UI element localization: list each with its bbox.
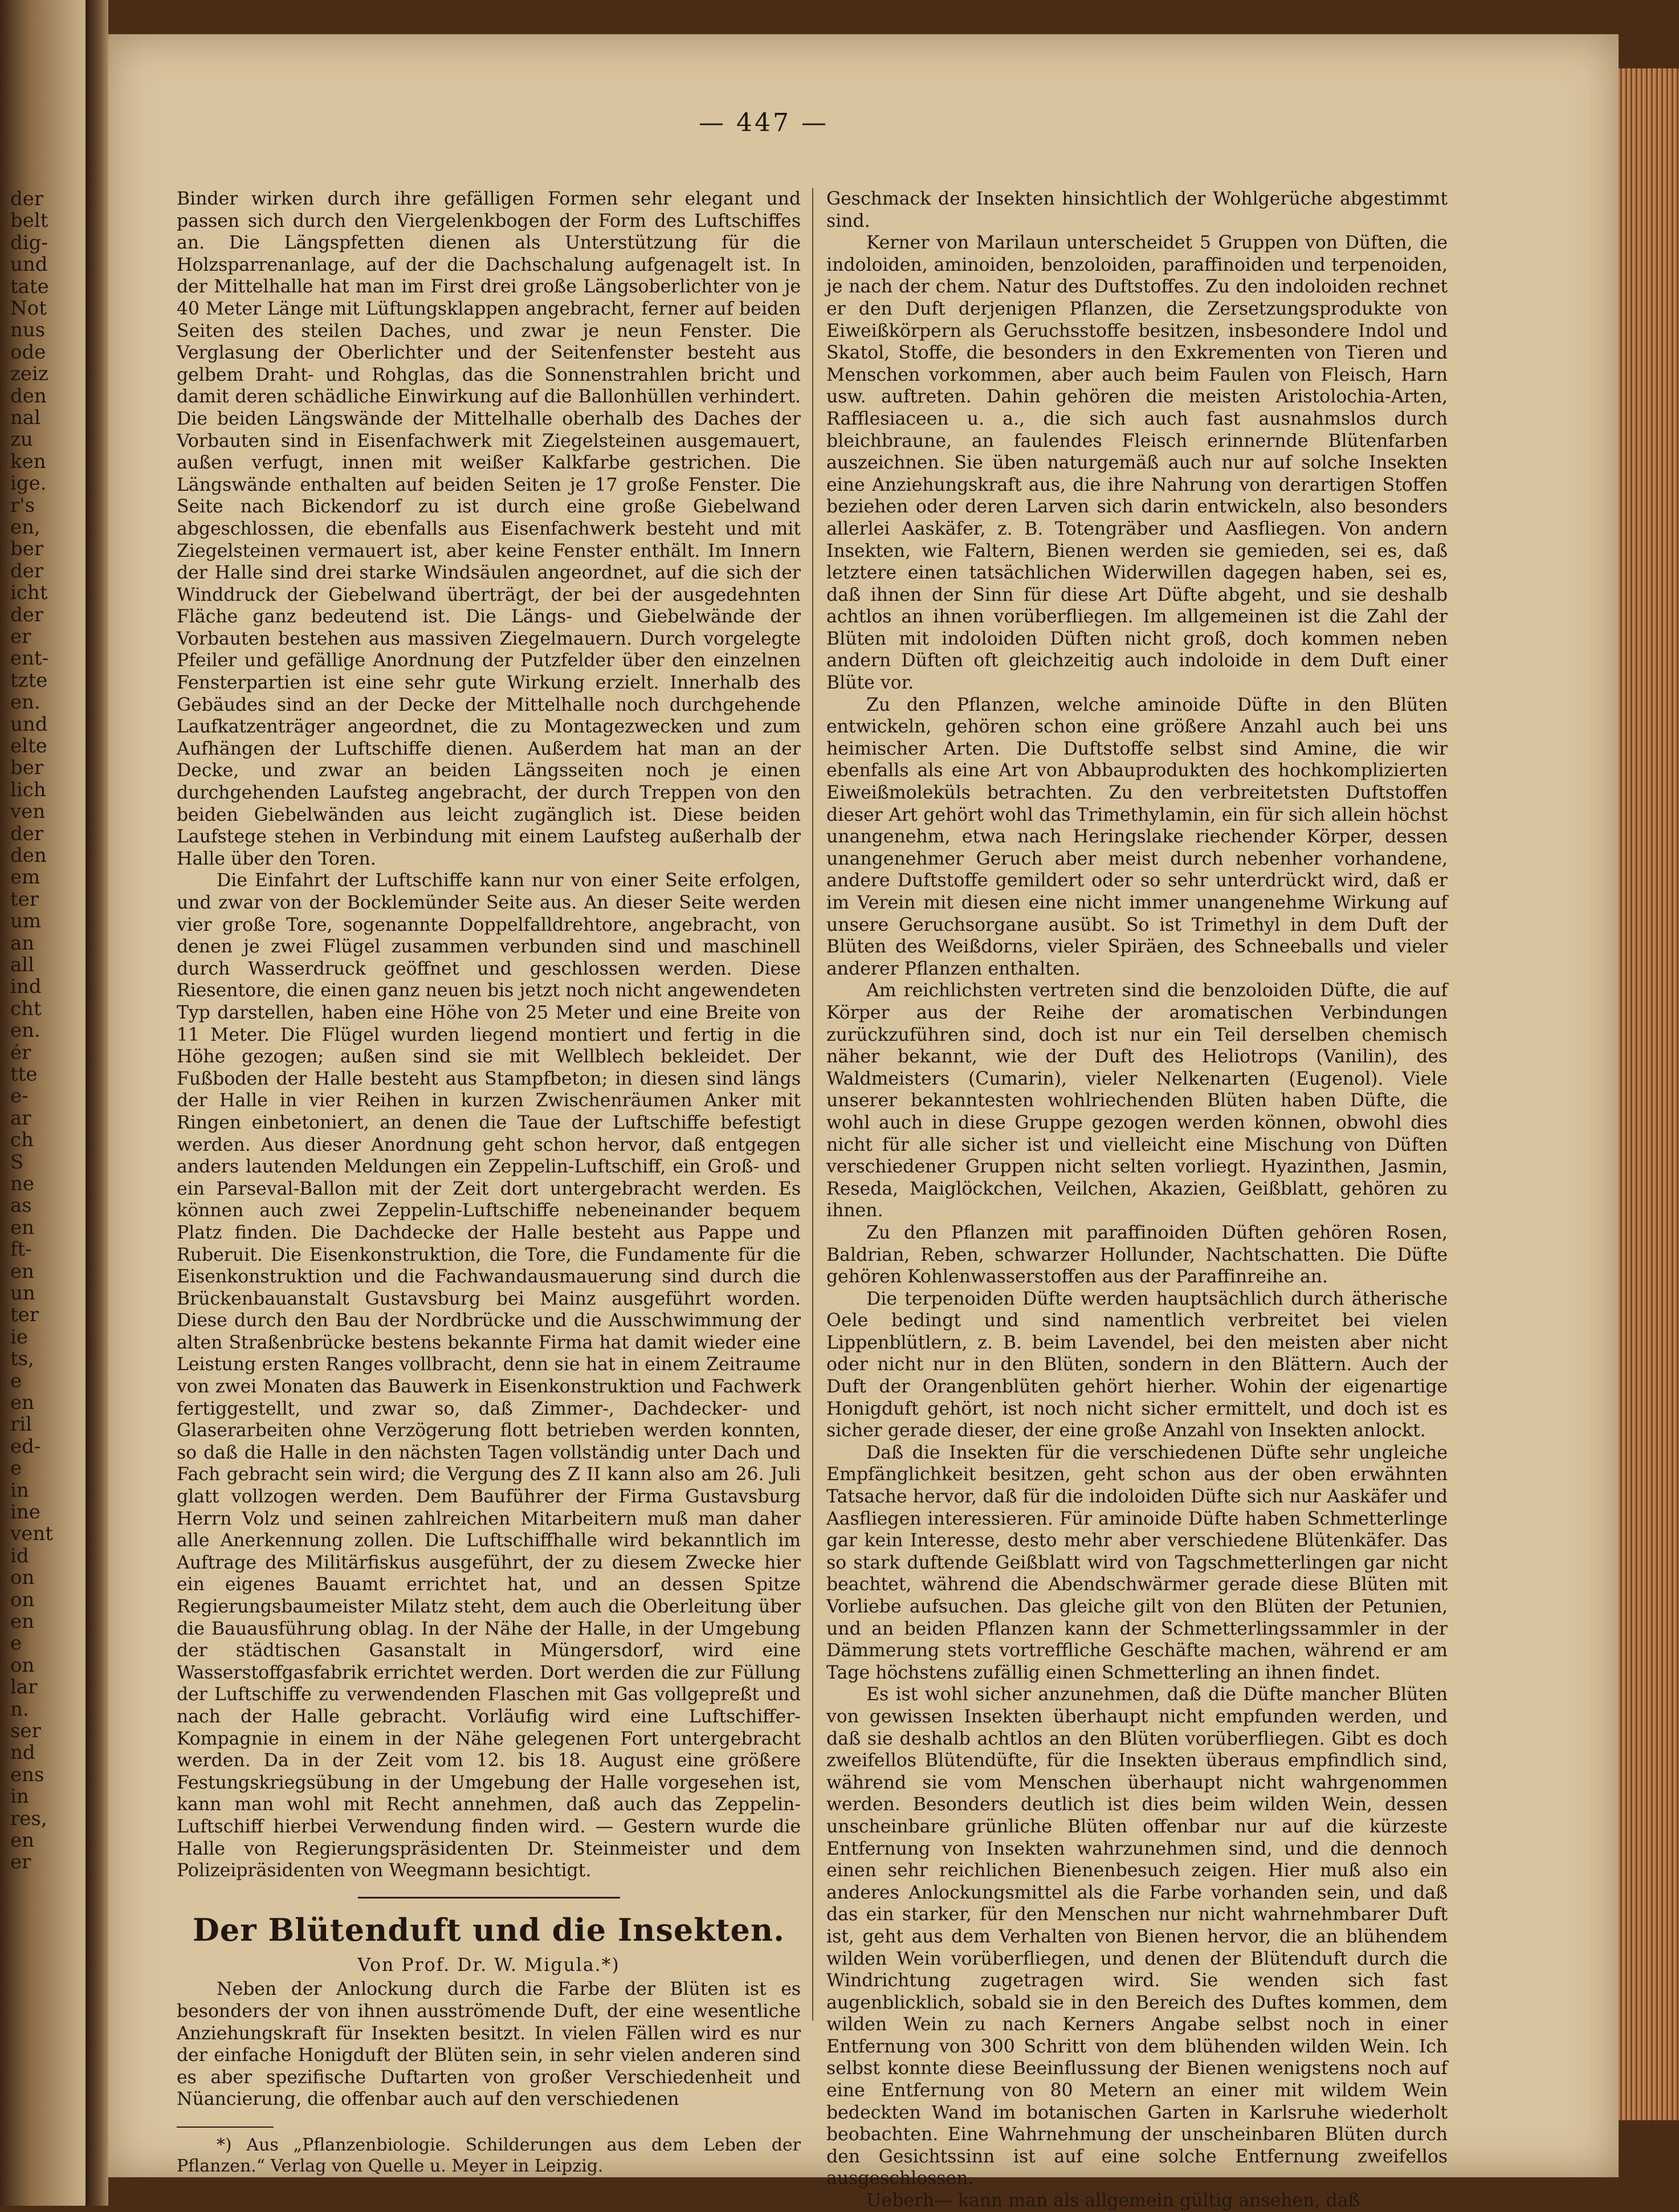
left-page-fragment: lar [10,1676,38,1699]
paragraph: Ueberh— kann man als allgemein gültig ansehen, daß [866,2190,1360,2211]
left-page-fragment: e [10,1457,22,1480]
left-page-fragment: e [10,1632,22,1655]
left-page-fragment: und [10,712,48,736]
left-column [177,188,801,2177]
article-title: Der Blütenduft und die Insekten. [193,1911,785,1948]
left-page-fragment: en [10,1610,35,1633]
left-page-fragment: vent [10,1522,53,1546]
left-page-fragment: den [10,844,47,867]
left-page-fragment: der [10,822,44,845]
left-page-fragment: zu [10,428,33,451]
left-page-fragment: ie [10,1325,28,1349]
left-page-fragment: ter [10,887,39,911]
left-page-fragment: und [10,253,48,276]
left-page-fragment: ts, [10,1347,34,1371]
paragraph: Geschmack der Insekten hinsichtlich der Wohlgerüche abgestimmt sind. [826,189,1448,231]
left-page-fragment: en, [10,516,40,539]
left-page-fragment: ber [10,537,44,561]
left-page-fragment: tte [10,1063,38,1086]
left-page-fragment: ser [10,1720,41,1742]
left-page-fragment: on [10,1566,35,1590]
left-page-fragment: nal [10,406,41,429]
left-page-fragment: en [10,1829,35,1852]
paragraph: Kerner von Marilaun unterscheidet 5 Gruppen von Düften, die indoloiden, aminoiden, benzoloiden, paraffinoiden und terpenoiden, je nach der chem. Natur des Duftstoffes. Zu den indoloiden rechnet er den Duft derjenigen Pflanzen, die Zersetzungsprodukte von Eiweißkörpern als Geruchsstoffe besitzen, insbesondere Indol und Skatol, Stoffe, die besonders in den Exkrementen von Tieren und Menschen vorkommen, aber auch beim Faulen von Fleisch, Harn usw. auftreten. Dahin gehören die meisten Aristolochia-Arten, Rafflesiaceen u. a., die sich auch fast ausnahmslos durch bleichbraune, an faulendes Fleisch erinnernde Blütenfarben auszeichnen. Sie üben naturgemäß auch nur auf solche Insekten eine Anziehungskraft aus, die ihre Nahrung von derartigen Stoffen beziehen oder deren Larven sich darin entwickeln, also besonders allerlei Aaskäfer, z. B. Totengräber und Aasfliegen. Von andern Insekten, wie Faltern, Bienen werden sie gemieden, sei es, daß letztere einen tatsächlichen Widerwillen dagegen haben, sei es, daß ihnen der Sinn für diese Art Düfte abgeht, und sie deshalb achtlos an ihnen vorüberfliegen. Im allgemeinen ist die Zahl der Blüten mit indoloiden Düften nicht groß, doch kommen neben andern Düften oft gleichzeitig auch indoloide in dem Duft einer Blüte vor. [826,233,1448,694]
left-page-fragment: ven [10,800,46,824]
left-page-fragment: ar [10,1106,31,1130]
left-page-fragment: en. [10,1019,40,1042]
paragraph: Binder wirken durch ihre gefälligen Formen sehr elegant und passen sich durch den Viergelenkbogen der Form des Luftschiffes an. Die Längspfetten dienen als Unterstützung für die Holzsparrenanlage, auf der die Dachschalung aufgenagelt ist. In der Mittelhalle hat man im First drei große Längsoberlichter von je 40 Meter Länge mit Lüftungsklappen angebracht, ferner auf beiden Seiten des steilen Daches, und zwar je neun Fenster. Die Verglasung der Oberlichter und der Seitenfenster besteht aus gelbem Draht- und Rohglas, das die Sonnenstrahlen bricht und damit deren schädliche Einwirkung auf die Ballonhüllen verhindert. Die beiden Längswände der Mittelhalle oberhalb des Daches der Vorbauten sind in Eisenfachwerk mit Ziegelsteinen ausgemauert, außen verfugt, innen mit weißer Kalkfarbe gestrichen. Die Längswände enthalten auf beiden Seiten je 17 große Fenster. Die Seite nach Bickendorf zu ist durch eine große Giebelwand abgeschlossen, die ebenfalls aus Eisenfachwerk besteht und mit Ziegelsteinen vermauert ist, aber keine Fenster enthält. Im Innern der Halle sind drei starke Windsäulen angeordnet, auf die sich der Winddruck der Giebelwand überträgt, der bei der ausgedehnten Fläche ganz bedeutend ist. Die Längs- und Giebelwände der Vorbauten bestehen aus massiven Ziegelmauern. Durch vorgelegte Pfeiler und gefällige Anordnung der Putzfelder über den einzelnen Fensterpartien ist eine sehr gute Wirkung erzielt. Innerhalb des Gebäudes sind an der Decke der Mittelhalle noch durchgehende Laufkatzenträger angeordnet, die zu Montagezwecken und zum Aufhängen der Luftschiffe dienen. Außerdem hat man an der Decke, und zwar an beiden Längsseiten noch je einen durchgehenden Laufsteg angebracht, der durch Treppen von den beiden Giebelwänden aus leicht zugänglich ist. Diese beiden Laufstege stehen in Verbindung mit einem Laufsteg außerhalb der Halle über den Toren. [177,189,801,869]
left-page-fragment: ind [10,975,42,999]
paragraph: Die Einfahrt der Luftschiffe kann nur von einer Seite erfolgen, und zwar von der Bocklemünder Seite aus. An dieser Seite werden vier große Tore, sogenannte Doppelfalldrehtore, angebracht, von denen je zwei Flügel zusammen verbunden sind und maschinell durch Wasserdruck geöffnet und geschlossen werden. Diese Riesentore, die einen ganz neuen bis jetzt noch nicht angewendeten Typ darstellen, haben eine Höhe von 25 Meter und eine Breite von 11 Meter. Die Flügel wurden liegend montiert und fertig in die Höhe gezogen; außen sind sie mit Wellblech bekleidet. Der Fußboden der Halle besteht aus Stampfbeton; in diesen sind längs der Halle in vier Reihen in kurzen Zwischenräumen Anker mit Ringen einbetoniert, an denen die Taue der Luftschiffe befestigt werden. Aus dieser Anordnung geht schon hervor, daß entgegen anders lautenden Meldungen ein Zeppelin-Luftschiff, ein Groß- und ein Parseval-Ballon mit der Zeit dort untergebracht werden. Es können auch zwei Zeppelin-Luftschiffe nebeneinander bequem Platz finden. Die Dachdecke der Halle besteht aus Pappe und Ruberuit. Die Eisenkonstruktion, die Tore, die Fundamente für die Eisenkonstruktion und die Fachwandausmauerung sind durch die Brückenbauanstalt Gustavsburg bei Mainz ausgeführt worden. Diese durch den Bau der Nordbrücke und die Ausschwimmung der alten Straßenbrücke bestens bekannte Firma hat damit wieder eine Leistung ersten Ranges vollbracht, denn sie hat in einem Zeitraume von zwei Monaten das Bauwerk in Eisenkonstruktion und Fachwerk fertiggestellt, und zwar so, daß Zimmer-, Dachdecker- und Glaserarbeiten ohne Verzögerung flott betrieben werden konnten, so daß die Halle in den nächsten Tagen vollständig unter Dach und Fach gebracht sein wird; die Vergung des Z II kann also am 26. Juli glatt vollzogen werden. Dem Bauführer der Firma Gustavsburg Herrn Volz und seinen zahlreichen Mitarbeitern muß man daher alle Anerkennung zollen. Die Luftschiffhalle wird bekanntlich im Auftrage des Militärfiskus ausgeführt, der zu diesem Zwecke hier ein eigenes Bauamt errichtet hat, und an dessen Spitze Regierungsbaumeister Milatz steht, dem auch die Oberleitung über die Bauausführung oblag. In der Nähe der Halle, in der Umgebung der städtischen Gasanstalt in Müngersdorf, wird eine Wasserstoffgasfabrik errichtet werden. Dort werden die zur Füllung der Luftschiffe zu verwendenden Flaschen mit Gas vollgepreßt und nach der Halle gebracht. Vorläufig wird eine Luftschiffer-Kompagnie in einem in der Nähe gelegenen Fort untergebracht werden. Da in der Zeit vom 12. bis 18. August eine größere Festungskriegsübung in der Umgebung der Halle vorgesehen ist, kann man wohl mit Recht annehmen, daß auch das Zeppelin-Luftschiff hierbei Verwendung finden wird. — Gestern wurde die Halle von Regierungspräsidenten Dr. Steinmeister und dem Polizeipräsidenten von Weegmann besichtigt. [177,870,801,1881]
left-page-fragment: e- [10,1085,28,1108]
left-page-fragment: icht [10,581,48,605]
left-page-fragment: zeiz [10,362,48,386]
article-byline: Von Prof. Dr. W. Migula.*) [357,1954,620,1975]
page-stack-edge [1619,68,1679,2120]
left-page-fragment: tzte [10,669,48,692]
left-page-fragment: Not [10,297,47,320]
paragraph: Daß die Insekten für die verschiedenen Düfte sehr ungleiche Empfänglichkeit besitzen, geht schon aus der oben erwähnten Tatsache hervor, daß für die indoloiden Düfte sich nur Aaskäfer und Aasfliegen interessieren. Für aminoide Düfte haben Schmetterlinge gar kein Interesse, desto mehr aber verschiedene Blütenkäfer. Das so stark duftende Geißblatt wird von Tagschmetterlingen gar nicht beachtet, während die Abendschwärmer gerade diese Blüten mit Vorliebe aufsuchen. Das gleiche gilt von den Blüten der Petunien, und an beiden Pflanzen kann der Schmetterlingssammler in der Dämmerung stets vortreffliche Geschäfte machen, während er am Tage höchstens zufällig einen Schmetterling an ihnen findet. [826,1442,1448,1683]
left-page-fragment: er [10,1851,31,1874]
left-page-fragment: ne [10,1172,35,1195]
paragraph: Am reichlichsten vertreten sind die benzoloiden Düfte, die auf Körper aus der Reihe der aromatischen Verbindungen zurückzuführen sind, doch ist nur ein Teil derselben chemisch näher bekannt, wie der Duft des Heliotrops (Vanilin), des Waldmeisters (Cumarin), vieler Nelkenarten (Eugenol). Viele unserer bekanntesten wohlriechenden Blüten haben Düfte, die wohl auch in diese Gruppe gezogen werden können, obwohl dies nicht für alle sicher ist und vielleicht eine Mischung von Düften verschiedener Gruppen nicht selten vorliegt. Hyazinthen, Jasmin, Reseda, Maiglöckchen, Veilchen, Akazien, Geißblatt, gehören zu ihnen. [826,980,1448,1221]
left-page-fragment: S [10,1150,24,1174]
left-page-fragment: elte [10,735,47,757]
left-page-fragment: er [10,625,31,648]
left-page-fragment: cht [10,997,42,1020]
left-page-fragment: em [10,866,40,889]
left-page-fragment: all [10,954,35,976]
left-page-fragment: e [10,1369,22,1392]
left-page-fragment: id [10,1544,29,1567]
left-page-fragment: der [10,188,44,210]
left-page-fragment: um [10,910,42,933]
left-page-fragment: ter [10,1303,39,1327]
left-page-fragment: in [10,1478,29,1502]
footnote-rule [177,2127,274,2128]
paragraph: Die terpenoiden Düfte werden hauptsächlich durch ätherische Oele bedingt und sind namentlich verbreitet bei vielen Lippenblütlern, z. B. beim Lavendel, bei den meisten aber nicht oder nicht nur in den Blüten, sondern in den Blättern. Auch der Duft der Orangenblüten gehört hierher. Wohin der eigenartige Honigduft gehört, ist noch nicht sicher ermittelt, und doch ist es sicher gerade dieser, der eine große Anzahl von Insekten anlockt. [826,1288,1448,1441]
left-page-fragment: ér [10,1041,31,1064]
left-page-edge [0,0,85,2206]
left-page-fragment: lich [10,778,46,801]
left-page-fragment: res, [10,1807,47,1830]
footnote: *) Aus „Pflanzenbiologie. Schilderungen aus dem Leben der Pflanzen.“ Verlag von Quelle u. Meyer in Leipzig. [177,2134,801,2176]
left-page-fragment: nus [10,319,46,342]
left-page-fragment: ber [10,756,44,780]
left-page-fragment: der [10,559,44,582]
left-page-fragment: en. [10,691,40,714]
left-page-fragment: n. [10,1697,29,1721]
left-page-fragment: ch [10,1129,34,1152]
article-separator [358,1897,620,1899]
book-gutter [85,0,108,2206]
left-page-fragment: r's [10,494,35,517]
left-page-fragment: ril [10,1413,32,1436]
left-page-fragment: tate [10,275,49,298]
column-rule [812,188,813,2020]
left-page-fragment: on [10,1653,35,1677]
left-page-fragment: ige. [10,472,47,495]
left-page-fragment: den [10,384,47,408]
left-page-fragment: ft- [10,1238,32,1261]
paragraph: Es ist wohl sicher anzunehmen, daß die Düfte mancher Blüten von gewissen Insekten überhaupt nicht empfunden werden, und daß sie deshalb achtlos an den Blüten vorüberfliegen. Gibt es doch zweifellos Blütendüfte, für die Insekten überaus empfindlich sind, während sie vom Menschen überhaupt nicht wahrgenommen werden. Besonders deutlich ist dies beim wilden Wein, dessen unscheinbare grünliche Blüten offenbar nur auf die kürzeste Entfernung von Insekten wahrzunehmen sind, und die dennoch einen sehr reichlichen Bienenbesuch zeigen. Hier muß also ein anderes Anlockungsmittel als die Farbe vorhanden sein, und daß das ein starker, für den Menschen nur nicht wahrnehmbarer Duft ist, geht aus dem Verhalten von Bienen hervor, die an blühendem wilden Wein vorüberfliegen, und denen der Blütenduft durch die Windrichtung zugetragen wird. Sie wenden sich fast augenblicklich, sobald sie in den Bereich des Duftes kommen, dem wilden Wein zu nach Kerners Angabe selbst noch in einer Entfernung von 300 Schritt von dem blühenden wilden Wein. Ich selbst konnte diese Beeinflussung der Bienen wenigstens noch auf eine Entfernung von 80 Metern an einer mit wildem Wein bedeckten Wand im botanischen Garten in Karlsruhe wiederholt beobachten. Eine Wahrnehmung der unscheinbaren Blüten durch den Gesichtssinn ist auf eine solche Entfernung zweifellos ausgeschlossen. [826,1684,1448,2189]
page-number: — 447 — [699,108,829,137]
left-page-fragment: nd [10,1741,35,1765]
paragraph: Zu den Pflanzen mit paraffinoiden Düften gehören Rosen, Baldrian, Reben, schwarzer Hollunder, Nachtschatten. Die Düfte gehören Kohlenwasserstoffen aus der Paraffinreihe an. [826,1222,1448,1288]
left-page-fragment: ine [10,1501,40,1523]
left-page-fragment: der [10,603,44,626]
paragraph: Zu den Pflanzen, welche aminoide Düfte in den Blüten entwickeln, gehören schon eine größere Anzahl auch bei uns heimischer Arten. Die Duftstoffe selbst sind Amine, die wir ebenfalls als eine Art von Abbauprodukten des hochkomplizierten Eiweißmoleküls betrachten. Zu den verbreitetsten Duftstoffen dieser Art gehört wohl das Trimethylamin, ein für sich allein höchst unangenehm, etwa nach Heringslake riechender Körper, dessen unangenehmer Geruch aber meist durch nebenher vorhandene, andere Duftstoffe gemildert oder so sehr unterdrückt wird, daß er im Verein mit diesen eine nicht immer unangenehme Wirkung auf unsere Geruchsorgane ausübt. So ist Trimethyl in dem Duft der Blüten des Weißdorns, vieler Spiräen, des Schneeballs und vieler anderer Pflanzen enthalten. [826,694,1448,979]
left-page-fragment: ed- [10,1435,41,1458]
left-page-fragment: on [10,1588,35,1611]
left-page-fragment: en [10,1391,35,1414]
left-page-fragment: ode [10,340,46,364]
left-page-fragment: belt [10,209,48,233]
left-page-fragment: ens [10,1763,44,1786]
right-column [826,188,1448,2212]
paragraph: Neben der Anlockung durch die Farbe der Blüten ist es besonders der von ihnen ausströmende Duft, der eine wesentliche Anziehungskraft für Insekten besitzt. In vielen Fällen wird es nur der einfache Honigduft der Blüten sein, in sehr vielen anderen sind es aber spezifische Duftarten von großer Verschiedenheit und Nüancierung, die offenbar auch auf den verschiedenen [177,1979,801,2110]
left-page-fragment: as [10,1194,32,1217]
left-page-fragment: in [10,1785,29,1808]
left-page-fragment: un [10,1282,35,1305]
left-page-fragment: an [10,931,35,955]
left-page-fragment: en [10,1260,35,1283]
left-page-fragment: ken [10,450,46,473]
left-page-fragment: dig- [10,231,48,254]
left-page-fragment: en [10,1216,35,1239]
left-page-fragment: ent- [10,647,49,670]
